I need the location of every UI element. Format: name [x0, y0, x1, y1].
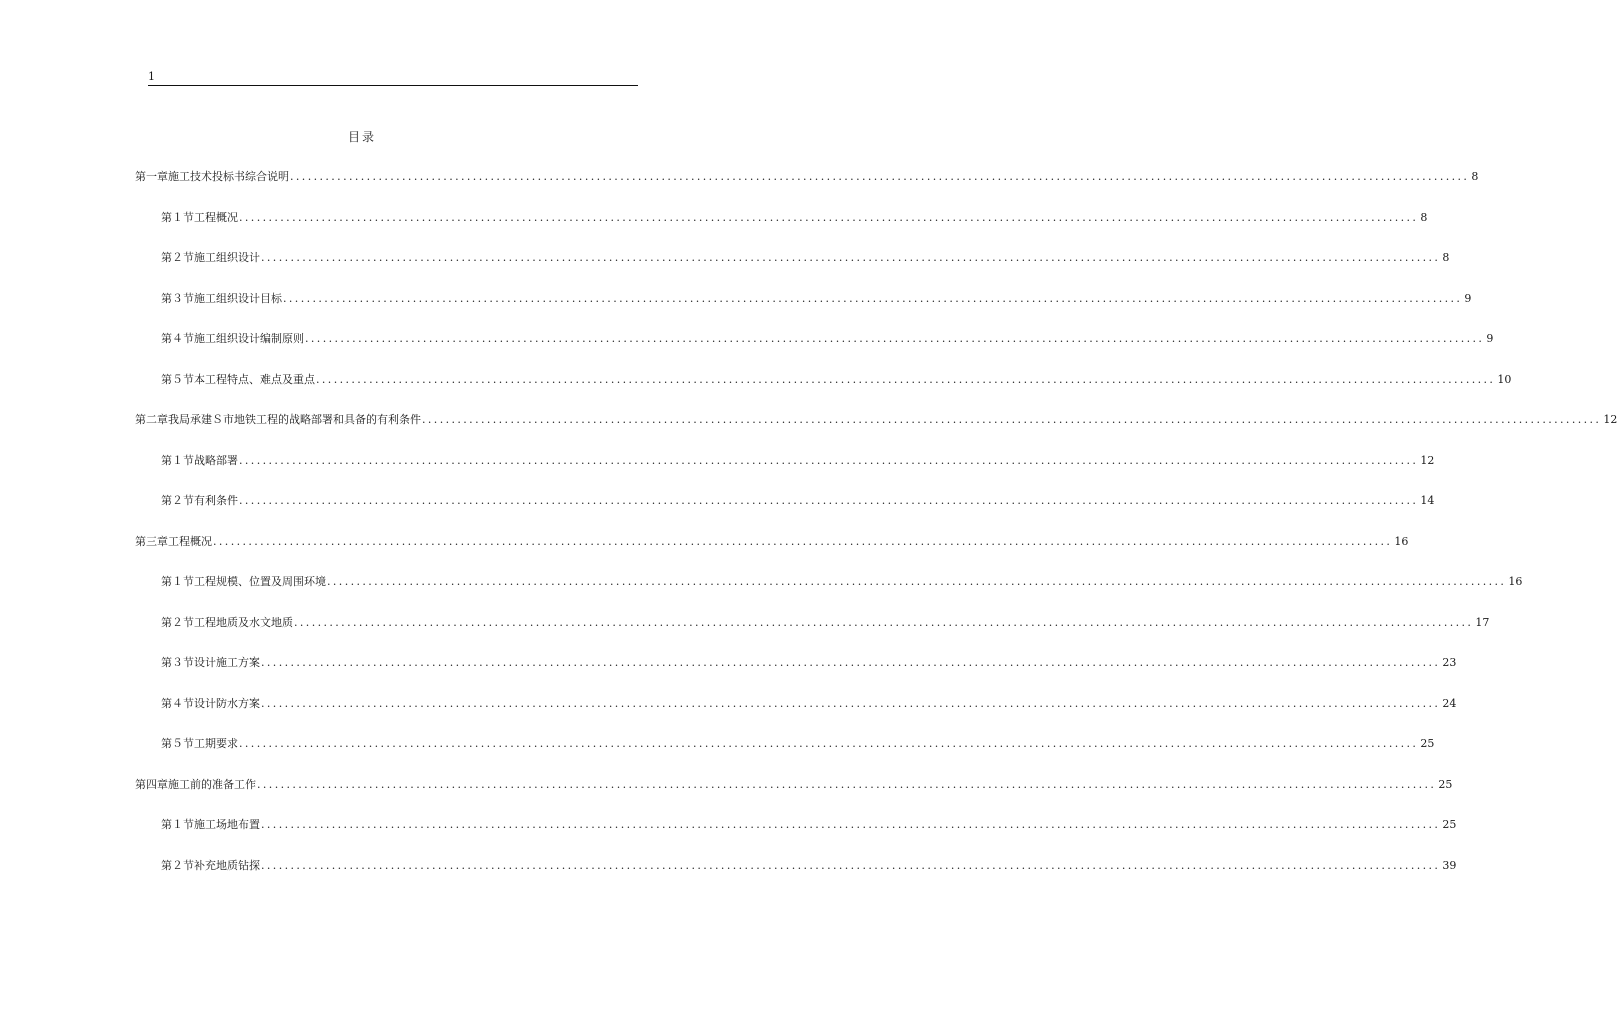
toc-entry-chapter[interactable]: [135, 534, 1409, 550]
toc-entry-section[interactable]: [161, 372, 1512, 388]
toc-entry-section[interactable]: [161, 817, 1457, 833]
toc-entry-number: 第５节: [161, 373, 194, 386]
toc-entry-number: 第二章: [135, 413, 168, 426]
toc-dot-leader: ........................................................................................................................................................................................................: [213, 535, 1393, 548]
toc-entry-title: 设计施工方案: [194, 656, 260, 669]
toc-entry-section[interactable]: [161, 291, 1472, 307]
toc-entry-section[interactable]: [161, 574, 1523, 590]
toc-dot-leader: ........................................................................................................................................................................................................: [290, 170, 1470, 183]
toc-entry-number: 第２节: [161, 494, 194, 507]
toc-dot-leader: ........................................................................................................................................................................................................: [261, 251, 1441, 264]
toc-entry-section[interactable]: [161, 493, 1435, 509]
toc-entry-section[interactable]: [161, 250, 1450, 266]
toc-entry-title: 战略部署: [194, 454, 238, 467]
toc-entry-title: 施工组织设计编制原则: [194, 332, 304, 345]
toc-entry-title: 工程地质及水文地质: [194, 616, 293, 629]
toc-entry-chapter[interactable]: [135, 169, 1479, 185]
toc-entry-section[interactable]: [161, 453, 1435, 469]
toc-entry-number: 第４节: [161, 697, 194, 710]
toc-entry-number: 第２节: [161, 616, 194, 629]
toc-entry-page: 17: [1475, 616, 1490, 629]
toc-entry-title: 有利条件: [194, 494, 238, 507]
toc-dot-leader: ........................................................................................................................................................................................................: [261, 697, 1441, 710]
toc-entry-page: 24: [1442, 697, 1457, 710]
toc-entry-page: 23: [1442, 656, 1457, 669]
toc-entry-page: 8: [1442, 251, 1450, 264]
toc-entry-title: 施工组织设计: [194, 251, 260, 264]
toc-entry-title: 施工技术投标书综合说明: [168, 170, 289, 183]
toc-entry-section[interactable]: [161, 696, 1457, 712]
toc-entry-number: 第２节: [161, 251, 194, 264]
toc-entry-page: 39: [1442, 859, 1457, 872]
toc-entry-number: 第１节: [161, 454, 194, 467]
toc-entry-number: 第一章: [135, 170, 168, 183]
toc-entry-section[interactable]: [161, 210, 1428, 226]
toc-entry-page: 25: [1420, 737, 1435, 750]
toc-entry-number: 第１节: [161, 575, 194, 588]
toc-entry-number: 第１节: [161, 211, 194, 224]
toc-entry-chapter[interactable]: [135, 777, 1453, 793]
toc-entry-title: 我局承建Ｓ市地铁工程的战略部署和具备的有利条件: [168, 413, 421, 426]
toc-entry-page: 16: [1394, 535, 1409, 548]
toc-entry-section[interactable]: [161, 858, 1457, 874]
toc-dot-leader: ........................................................................................................................................................................................................: [239, 737, 1419, 750]
toc-entry-page: 9: [1464, 292, 1472, 305]
toc-entry-title: 补充地质钻探: [194, 859, 260, 872]
toc-entry-number: 第四章: [135, 778, 168, 791]
toc-entry-page: 12: [1420, 454, 1435, 467]
toc-dot-leader: ........................................................................................................................................................................................................: [261, 859, 1441, 872]
toc-entry-page: 8: [1471, 170, 1479, 183]
toc-entry-page: 14: [1420, 494, 1435, 507]
toc-entry-chapter[interactable]: [135, 412, 1617, 428]
toc-dot-leader: ........................................................................................................................................................................................................: [257, 778, 1437, 791]
toc-entry-title: 工期要求: [194, 737, 238, 750]
toc-dot-leader: ........................................................................................................................................................................................................: [327, 575, 1507, 588]
toc-entry-page: 12: [1603, 413, 1617, 426]
toc-entry-number: 第３节: [161, 292, 194, 305]
toc-entry-page: 16: [1508, 575, 1523, 588]
toc-entry-title: 施工前的准备工作: [168, 778, 256, 791]
toc-dot-leader: ........................................................................................................................................................................................................: [261, 656, 1441, 669]
toc-entry-section[interactable]: [161, 615, 1490, 631]
toc-entry-title: 施工场地布置: [194, 818, 260, 831]
toc-entry-number: 第三章: [135, 535, 168, 548]
toc-entry-title: 设计防水方案: [194, 697, 260, 710]
toc-dot-leader: ........................................................................................................................................................................................................: [239, 211, 1419, 224]
toc-entry-section[interactable]: [161, 331, 1494, 347]
toc-dot-leader: ........................................................................................................................................................................................................: [239, 494, 1419, 507]
toc-entry-title: 本工程特点、难点及重点: [194, 373, 315, 386]
toc-entry-page: 25: [1438, 778, 1453, 791]
toc-title: 目录: [347, 130, 376, 144]
toc-entry-title: 施工组织设计目标: [194, 292, 282, 305]
toc-dot-leader: ........................................................................................................................................................................................................: [239, 454, 1419, 467]
toc-entry-title: 工程规模、位置及周围环境: [194, 575, 326, 588]
toc-dot-leader: ........................................................................................................................................................................................................: [261, 818, 1441, 831]
toc-entry-number: 第３节: [161, 656, 194, 669]
toc-entry-page: 8: [1420, 211, 1428, 224]
toc-dot-leader: ........................................................................................................................................................................................................: [422, 413, 1602, 426]
toc-entry-page: 9: [1486, 332, 1494, 345]
toc-entry-number: 第４节: [161, 332, 194, 345]
toc-dot-leader: ........................................................................................................................................................................................................: [316, 373, 1496, 386]
toc-entry-title: 工程概况: [168, 535, 212, 548]
toc-entry-page: 25: [1442, 818, 1457, 831]
toc-entry-number: 第１节: [161, 818, 194, 831]
toc-dot-leader: ........................................................................................................................................................................................................: [283, 292, 1463, 305]
toc-entry-title: 工程概况: [194, 211, 238, 224]
toc-dot-leader: ........................................................................................................................................................................................................: [305, 332, 1485, 345]
toc-dot-leader: ........................................................................................................................................................................................................: [294, 616, 1474, 629]
toc-entry-section[interactable]: [161, 655, 1457, 671]
toc-entry-number: 第２节: [161, 859, 194, 872]
page-header-number: 1: [148, 70, 155, 83]
toc-entry-number: 第５节: [161, 737, 194, 750]
toc-entry-section[interactable]: [161, 736, 1435, 752]
toc-entry-page: 10: [1497, 373, 1512, 386]
